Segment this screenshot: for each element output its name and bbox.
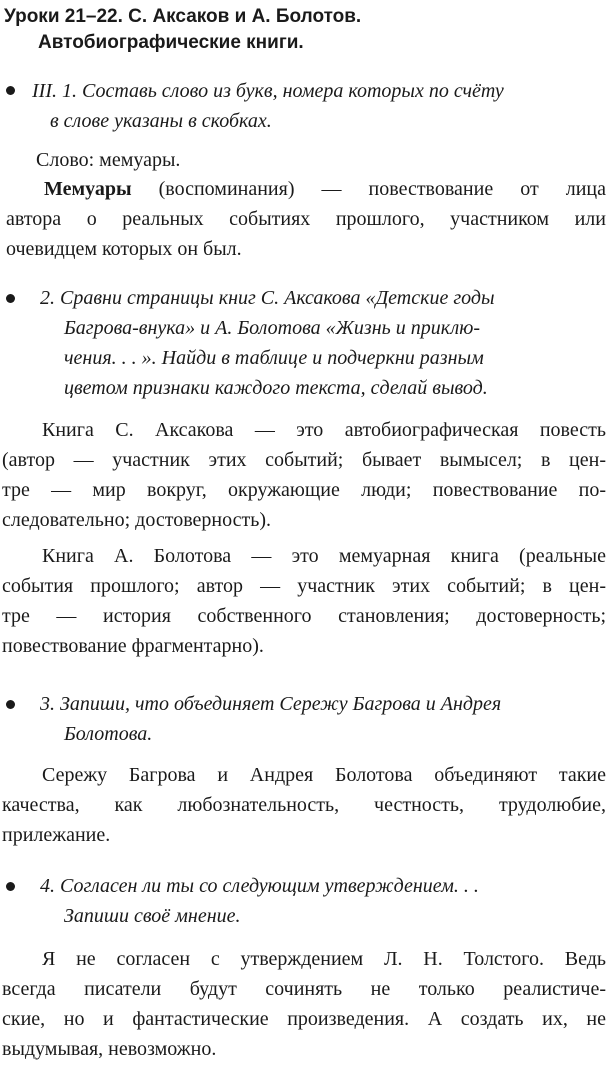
answer-line: Сережу Багрова и Андрея Болотова объединяют такие xyxy=(42,764,606,786)
task-1-bullet-icon xyxy=(6,86,15,95)
answer-line: тре — мир вокруг, окружающие люди; повествование по- xyxy=(2,479,606,501)
definition-line: автора о реальных событиях прошлого, участником или xyxy=(6,208,606,230)
answer-line: (автор — участник этих событий; бывает вымысел; в цен- xyxy=(2,449,606,471)
answer-line: повествование фрагментарно). xyxy=(2,635,264,657)
definition-line-1-rest: (воспоминания) — повествование от лица xyxy=(131,178,606,200)
task-4-answer xyxy=(2,944,606,1064)
task-2-bullet-icon xyxy=(6,294,15,303)
task-4-line: Запиши своё мнение. xyxy=(64,905,241,927)
task-1-line: в слове указаны в скобках. xyxy=(50,110,272,132)
task-3-text xyxy=(40,689,606,749)
task-2-line: 2. Сравни страницы книг С. Аксакова «Детские годы xyxy=(40,287,495,309)
answer-word-text: Слово: мемуары. xyxy=(36,149,181,171)
task-1-answer-word xyxy=(36,145,606,175)
task-2-line: цветом признаки каждого текста, сделай вывод. xyxy=(64,377,488,399)
task-1-text xyxy=(32,76,598,136)
task-3-bullet-icon xyxy=(6,700,15,709)
answer-line: качества, как любознательность, честность, трудолюбие, xyxy=(2,794,606,816)
lesson-title-line-2: Автобиографические книги. xyxy=(38,32,304,53)
task-1-definition xyxy=(6,174,606,264)
answer-line: прилежание. xyxy=(2,824,111,846)
lesson-title-line-1: Уроки 21–22. С. Аксаков и А. Болотов. xyxy=(4,6,362,27)
task-2-answer-2 xyxy=(2,541,606,661)
answer-line: события прошлого; автор — участник этих событий; в цен- xyxy=(2,575,606,597)
task-4-line: 4. Согласен ли ты со следующим утверждением. . . xyxy=(40,875,479,897)
definition-term: Мемуары xyxy=(44,178,132,200)
definition-line xyxy=(6,174,606,204)
lesson-title xyxy=(4,4,604,56)
task-3-line: 3. Запиши, что объединяет Сережу Багрова и Андрея xyxy=(40,693,502,715)
answer-line: Я не согласен с утверждением Л. Н. Толстого. Ведь xyxy=(42,948,606,970)
answer-line: тре — история собственного становления; достоверность; xyxy=(2,605,606,627)
task-2-text xyxy=(40,283,606,403)
task-2-line: Багрова-внука» и А. Болотова «Жизнь и приклю- xyxy=(64,317,480,339)
answer-line: следовательно; достоверность). xyxy=(2,509,271,531)
task-3-line: Болотова. xyxy=(64,723,153,745)
task-3-answer xyxy=(2,760,606,850)
answer-line: выдумывая, невозможно. xyxy=(2,1038,217,1060)
task-4-bullet-icon xyxy=(6,882,15,891)
answer-line: Книга С. Аксакова — это автобиографическая повесть xyxy=(42,419,606,441)
task-2-line: чения. . . ». Найди в таблице и подчеркни разным xyxy=(64,347,484,369)
answer-line: всегда писатели будут сочинять не только реалистиче- xyxy=(2,978,606,1000)
answer-line: Книга А. Болотова — это мемуарная книга (реальные xyxy=(42,545,606,567)
task-4-text xyxy=(40,871,606,931)
task-2-answer-1 xyxy=(2,415,606,535)
definition-line: очевидцем которых он был. xyxy=(6,238,242,260)
task-1-line: III. 1. Составь слово из букв, номера которых по счёту xyxy=(32,80,504,102)
answer-line: ские, но и фантастические произведения. А создать их, не xyxy=(2,1008,606,1030)
